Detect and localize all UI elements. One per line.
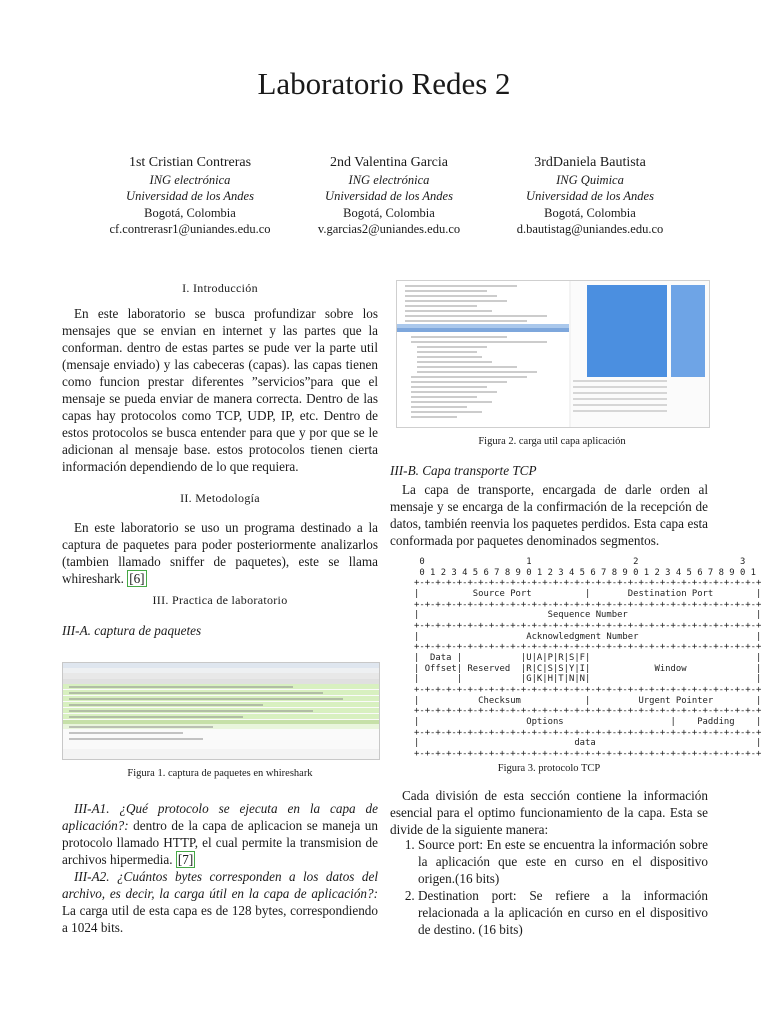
- wireshark-image: [63, 663, 379, 759]
- author-name: 3rdDaniela Bautista: [534, 155, 646, 170]
- metodologia-paragraph: [62, 519, 378, 587]
- author-email: v.garcias2@uniandes.edu.co: [317, 222, 461, 236]
- packet-detail-screenshot: [396, 280, 710, 428]
- author-email: cf.contrerasr1@uniandes.edu.co: [109, 222, 271, 236]
- question-2-paragraph: [62, 868, 378, 936]
- figure-1-caption: Figura 1. captura de paquetes en whireshark: [127, 768, 313, 779]
- section-heading-metodologia: II. Metodología: [180, 491, 260, 505]
- page-title: Laboratorio Redes 2: [257, 66, 511, 101]
- author-org: Universidad de los Andes: [325, 189, 453, 203]
- author-dept: ING Quimica: [556, 172, 624, 187]
- author-city: Bogotá, Colombia: [144, 205, 236, 220]
- packet-detail-image: [397, 281, 709, 427]
- author-block: [470, 155, 710, 238]
- intro-paragraph: En este laboratorio se busca profundizar sobre los mensajes que se envian en internet y las partes que la conforman. dentro de estas partes se pude ver la parte util (mensaje enviado) y las cabeceras (capas). las capas tienen como funcion prestar diferentes ”servicios”para que el mensaje se pueda enviar de manera correcta. Dentro de las capas hay protocolos como TCP, UDP, IP, etc. Dentro de estos protocolos se busca entender para que y por que se le adicionan al mensaje base. estos protocolos tienen cierta información dependiendo de lo que requiera.: [62, 306, 378, 474]
- metodologia-text: En este laboratorio se uso un programa destinado a la captura de paquetes para poder posteriormente analizarlos (tambien llamado sniffer de paquetes), este se llama whireshark.: [62, 520, 378, 586]
- figure-3-caption: Figura 3. protocolo TCP: [497, 763, 601, 774]
- question-1-text: dentro de la capa de aplicacion se maneja un protocolo llamado HTTP, el cual permite la transmision de archivos hipermedia.: [62, 818, 378, 867]
- division-paragraph: Cada división de esta sección contiene la información esencial para el optimo funcionamiento de la capa. Esta se divide de la siguiente manera:: [390, 788, 708, 837]
- citation-link[interactable]: [7]: [177, 852, 194, 867]
- tcp-header-diagram: 0 1 2 3 0 1 2 3 4 5 6 7 8 9 0 1 2 3 4 5 6 7 8 9 0 1 2 3 4 5 6 7 8 9 0 1 +-+-+-+-+-+-+-+-+-+-+-+-+-+-+-+-+-+-+-+-+-+-+-+-+-+-+-+-+-+-+-+-+ | Source Port | Destination Port | +-+-+-+-+-+-+-+-+-+-+-+-+-+-+-+-+-+-+-+-+-+-+-+-+-+-+-+-+-+-+-+-+ | Sequence Number | +-+-+-+-+-+-+-+-+-+-+-+-+-+-+-+-+-+-+-+-+-+-+-+-+-+-+-+-+-+-+-+-+ | Acknowledgment Number | +-+-+-+-+-+-+-+-+-+-+-+-+-+-+-+-+-+-+-+-+-+-+-+-+-+-+-+-+-+-+-+-+ | Data | |U|A|P|R|S|F| | | Offset| Reserved |R|C|S|S|Y|I| Window | | | |G|K|H|T|N|N| | +-+-+-+-+-+-+-+-+-+-+-+-+-+-+-+-+-+-+-+-+-+-+-+-+-+-+-+-+-+-+-+-+ | Checksum | Urgent Pointer | +-+-+-+-+-+-+-+-+-+-+-+-+-+-+-+-+-+-+-+-+-+-+-+-+-+-+-+-+-+-+-+-+ | Options | Padding | +-+-+-+-+-+-+-+-+-+-+-+-+-+-+-+-+-+-+-+-+-+-+-+-+-+-+-+-+-+-+-+-+ | data | +-+-+-+-+-+-+-+-+-+-+-+-+-+-+-+-+-+-+-+-+-+-+-+-+-+-+-+-+-+-+-+-+: [414, 557, 762, 759]
- author-email: d.bautistag@uniandes.edu.co: [516, 222, 664, 236]
- wireshark-screenshot: [62, 662, 380, 760]
- fields-list: [390, 836, 708, 938]
- author-dept: ING electrónica: [149, 172, 231, 187]
- list-item: 2. Destination port: Se refiere a la información relacionada a la aplicación en curso en el dispositivo de destino. (16 bits): [418, 887, 708, 938]
- subsection-heading-tcp: III-B. Capa transporte TCP: [390, 463, 537, 478]
- tcp-paragraph: La capa de transporte, encargada de darle orden al mensaje y se encarga de la confirmación de la recepción de datos, también reenvia los paquetes perdidos. Esta capa esta conformada por paquetes denominados segmentos.: [390, 482, 708, 548]
- citation-link[interactable]: [6]: [129, 571, 145, 586]
- author-city: Bogotá, Colombia: [343, 205, 435, 220]
- author-name: 2nd Valentina Garcia: [330, 155, 448, 170]
- author-dept: ING electrónica: [348, 172, 430, 187]
- question-1-title: III-A1. ¿Qué protocolo se ejecuta en la capa de aplicación?:: [62, 801, 378, 833]
- author-org: Universidad de los Andes: [126, 189, 254, 203]
- author-name: 1st Cristian Contreras: [128, 155, 252, 170]
- question-2-text: La carga util de esta capa es de 128 bytes, correspondiendo a 1024 bits.: [62, 903, 378, 935]
- list-item: 1. Source port: En este se encuentra la información sobre la aplicación que este en curso en el dispositivo origen.(16 bits): [418, 836, 708, 887]
- question-1-paragraph: [62, 800, 378, 868]
- author-org: Universidad de los Andes: [526, 189, 654, 203]
- author-city: Bogotá, Colombia: [544, 205, 636, 220]
- fields-list-container: [390, 836, 708, 938]
- section-heading-practica: III. Practica de laboratorio: [152, 593, 288, 607]
- question-2-title: III-A2. ¿Cuántos bytes corresponden a los datos del archivo, es decir, la carga útil en la capa de aplicación?:: [62, 869, 378, 901]
- subsection-heading-captura: III-A. captura de paquetes: [62, 623, 202, 638]
- section-heading-introduccion: I. Introducción: [182, 281, 258, 295]
- figure-2-caption: Figura 2. carga util capa aplicación: [478, 436, 626, 447]
